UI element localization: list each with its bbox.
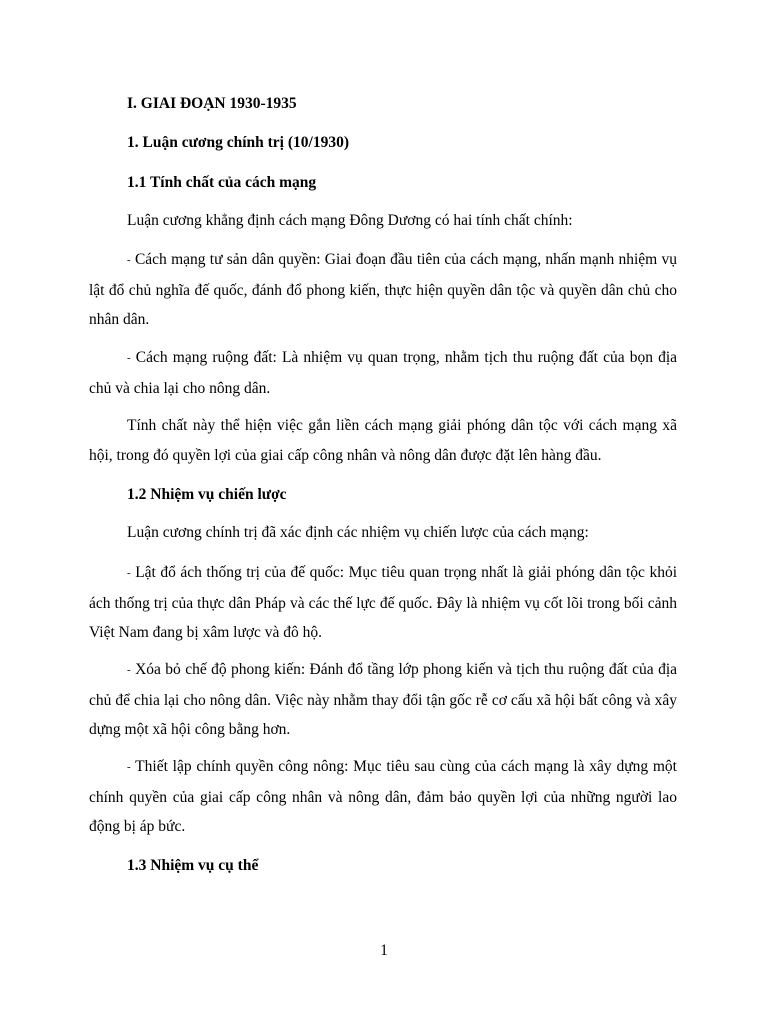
bullet-text: Cách mạng ruộng đất: Là nhiệm vụ quan trọng, nhằm tịch thu ruộng đất của bọn địa chủ và chia lại cho nông dân. <box>89 349 678 397</box>
bullet-dash: - <box>127 567 131 579</box>
bullet-dash: - <box>127 352 131 364</box>
bullet-paragraph <box>89 343 677 403</box>
bullet-text: Cách mạng tư sản dân quyền: Giai đoạn đầu tiên của cách mạng, nhấn mạnh nhiệm vụ lật đổ chủ nghĩa đế quốc, đánh đổ phong kiến, thực hiện quyền dân tộc và quyền dân chủ cho nhân dân. <box>89 251 677 328</box>
bullet-paragraph <box>89 752 677 842</box>
heading-section-1: I. GIAI ĐOẠN 1930-1935 <box>127 95 297 112</box>
heading-subsection-1: 1. Luận cương chính trị (10/1930) <box>127 134 349 151</box>
page-number: 1 <box>380 942 388 959</box>
paragraph-summary-1: Tính chất này thể hiện việc gắn liền cách mạng giải phóng dân tộc với cách mạng xã hội, trong đó quyền lợi của giai cấp công nhân và nông dân được đặt lên hàng đầu. <box>89 417 677 464</box>
paragraph-intro-1: Luận cương khẳng định cách mạng Đông Dương có hai tính chất chính: <box>127 212 573 229</box>
paragraph-intro-2: Luận cương chính trị đã xác định các nhiệm vụ chiến lược của cách mạng: <box>127 524 589 541</box>
bullet-text: Thiết lập chính quyền công nông: Mục tiêu sau cùng của cách mạng là xây dựng một chính quyền của giai cấp công nhân và nông dân, đảm bảo quyền lợi của những người lao động bị áp bức. <box>89 758 677 835</box>
bullet-dash: - <box>127 664 131 676</box>
bullet-text: Lật đổ ách thống trị của đế quốc: Mục tiêu quan trọng nhất là giải phóng dân tộc khỏi ách thống trị của thực dân Pháp và các thế lực đế quốc. Đây là nhiệm vụ cốt lõi trong bối cảnh Việt Nam đang bị xâm lược và đô hộ. <box>89 564 677 641</box>
bullet-paragraph <box>89 245 677 335</box>
heading-subsection-1-2: 1.2 Nhiệm vụ chiến lược <box>127 486 287 503</box>
bullet-paragraph <box>89 558 677 648</box>
bullet-paragraph <box>89 655 677 745</box>
heading-subsection-1-1: 1.1 Tính chất của cách mạng <box>127 174 317 191</box>
bullet-dash: - <box>127 761 131 773</box>
bullet-dash: - <box>127 254 131 266</box>
heading-subsection-1-3: 1.3 Nhiệm vụ cụ thể <box>127 857 259 874</box>
bullet-text: Xóa bỏ chế độ phong kiến: Đánh đổ tầng lớp phong kiến và tịch thu ruộng đất của địa chủ để chia lại cho nông dân. Việc này nhằm thay đổi tận gốc rễ cơ cấu xã hội bất công và xây dựng một xã hội công bằng hơn. <box>89 661 678 738</box>
